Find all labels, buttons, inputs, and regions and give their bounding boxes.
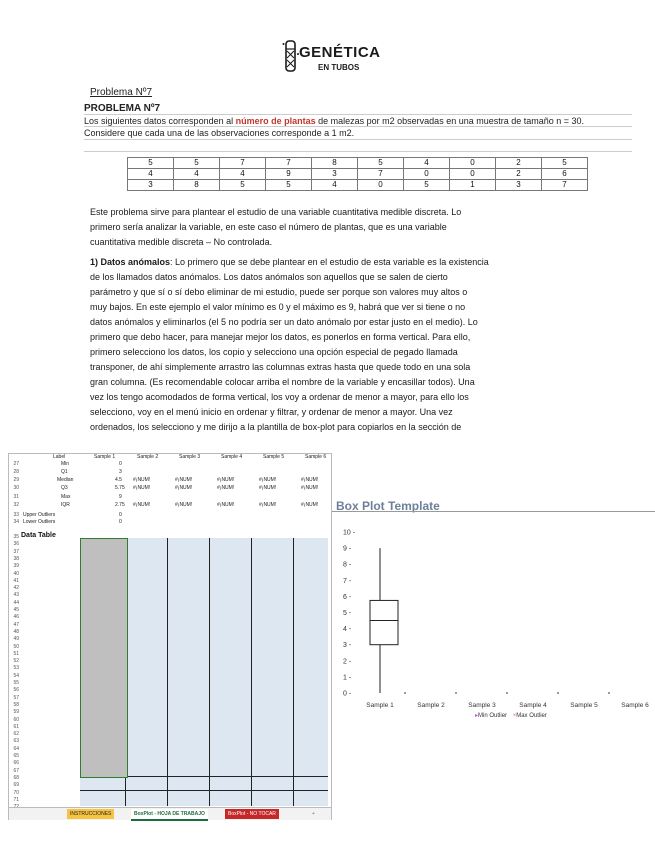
stat-label[interactable]: Upper Outliers	[23, 512, 56, 518]
error-cell[interactable]: #¡NUM!	[175, 477, 193, 483]
divider	[332, 511, 655, 512]
box-iqr	[370, 600, 398, 644]
error-cell[interactable]: #¡NUM!	[301, 485, 319, 491]
row-number: 37	[13, 548, 19, 555]
table-cell: 3	[128, 180, 174, 191]
error-cell[interactable]: #¡NUM!	[175, 485, 193, 491]
legend-min-label: Min Outlier	[478, 713, 508, 719]
stat-label[interactable]: Max	[61, 494, 71, 500]
row-number: 38	[13, 555, 19, 562]
grid-line	[209, 538, 210, 806]
problem-heading: Problema Nº7	[90, 87, 153, 98]
header-cell[interactable]: Sample 5	[263, 454, 285, 460]
add-sheet-button[interactable]: +	[312, 811, 315, 817]
stat-label[interactable]: Lower Outliers	[23, 519, 56, 525]
row-number: 31	[13, 494, 19, 500]
row-number: 48	[13, 628, 19, 635]
row-number: 69	[13, 782, 19, 789]
logo-subtitle: EN TUBOS	[318, 63, 360, 72]
logo-title: GENÉTICA	[299, 44, 381, 61]
zero-marker	[455, 692, 457, 694]
table-cell: 2	[496, 158, 542, 169]
table-cell: 3	[312, 169, 358, 180]
zero-marker	[608, 692, 610, 694]
problem-statement-line: Los siguientes datos corresponden al número de plantas de malezas por m2 observadas en una muestra de tamaño n = 30.	[84, 116, 585, 126]
divider	[84, 126, 632, 127]
error-cell[interactable]: #¡NUM!	[175, 502, 193, 508]
table-cell: 5	[358, 158, 404, 169]
table-cell: 9	[266, 169, 312, 180]
data-table	[127, 157, 588, 191]
row-number: 43	[13, 592, 19, 599]
grid-line	[251, 538, 252, 806]
spreadsheet	[8, 453, 332, 820]
row-number: 30	[13, 485, 19, 491]
row-number: 49	[13, 636, 19, 643]
row-number: 33	[13, 512, 19, 518]
problem-title: PROBLEMA Nº7	[84, 103, 161, 114]
table-cell: 5	[266, 180, 312, 191]
stat-value[interactable]: 2.75	[115, 502, 125, 508]
stat-label[interactable]: Min	[61, 461, 70, 467]
row-number: 45	[13, 607, 19, 613]
table-cell: 5	[542, 158, 588, 169]
row-number: 51	[13, 650, 19, 657]
row-number: 40	[13, 570, 19, 577]
error-cell[interactable]: #¡NUM!	[133, 502, 151, 508]
stat-label[interactable]: Q3	[61, 485, 68, 491]
divider	[84, 114, 632, 115]
row-number: 65	[13, 753, 19, 759]
error-cell[interactable]: #¡NUM!	[217, 477, 235, 483]
error-cell[interactable]: #¡NUM!	[259, 485, 277, 491]
table-row	[128, 169, 588, 180]
x-category-label: Sample 2	[417, 702, 445, 709]
row-number: 36	[13, 541, 19, 548]
intro-paragraph: Este problema sirve para plantear el estudio de una variable cuantitativa medible discreta. Lo primero sería analizar la variable, en este caso el número de plantas, que es una variable cuantitativa medible discreta – No controlada.	[90, 207, 462, 247]
error-cell[interactable]: #¡NUM!	[259, 477, 277, 483]
table-cell: 7	[220, 158, 266, 169]
table-cell: 6	[542, 169, 588, 180]
selected-range[interactable]	[80, 538, 128, 778]
error-cell[interactable]: #¡NUM!	[217, 502, 235, 508]
row-number: 63	[13, 738, 19, 745]
grid-line	[167, 538, 168, 806]
row-number: 68	[13, 774, 19, 781]
y-tick-label: 1 -	[343, 674, 352, 682]
grid-line	[80, 790, 328, 791]
stat-label[interactable]: Median	[57, 477, 74, 483]
stat-value[interactable]: 9	[119, 494, 122, 500]
chart-title: Box Plot Template	[336, 499, 440, 513]
y-tick-label: 10 -	[343, 529, 356, 537]
x-category-label: Sample 4	[519, 702, 547, 709]
y-tick-label: 7 -	[343, 577, 352, 585]
table-cell: 0	[450, 169, 496, 180]
row-number: 44	[13, 599, 19, 606]
row-number: 35	[13, 534, 19, 540]
table-cell: 8	[174, 180, 220, 191]
zero-marker	[557, 692, 559, 694]
table-cell: 7	[266, 158, 312, 169]
anomalous-data-paragraph: 1) Datos anómalos: Lo primero que se debe plantear en el estudio de esta variable es la existencia de los llamados datos anómalos. Los datos anómalos son aquellos que se salen de cierto parámetro y que sí o sí debo eliminar de mi estudio, puede ser porque son valores muy altos o muy bajos. En este ejemplo el valor mínimo es 0 y el máximo es 9, habrá que ver si tiene o no datos anómalos y eliminarlos (el 5 no podría ser un dato anómalo por estar justo en el medio). Lo primero que debo hacer, para manejar mejor los datos, es ponerlos en forma vertical. Para ello, primero selecciono los datos, los copio y selecciono una opción especial de pegado llamada transponer, de ahí simplemente arrastro las columnas extras hasta que quede todo en una sola gran columna. (Es recomendable colocar arriba el nombre de la variable y encasillar todos). Una vez los tengo acomodados de forma vertical, los voy a ordenar de menor a mayor, para ello los selecciono, voy en el menú inicio en ordenar y filtrar, y ordenar de menor a mayor. Una vez ordenados, los selecciono y me dirijo a la plantilla de box-plot para copiarlos en la sección de	[90, 257, 489, 432]
header-cell[interactable]: Label	[53, 454, 66, 460]
table-cell: 0	[450, 158, 496, 169]
stat-value[interactable]: 5.75	[115, 485, 125, 491]
table-cell: 5	[404, 180, 450, 191]
row-number: 47	[13, 621, 19, 628]
row-number: 62	[13, 731, 19, 738]
table-cell: 7	[358, 169, 404, 180]
table-row	[128, 158, 588, 169]
stat-value[interactable]: 0	[119, 519, 122, 525]
table-cell: 4	[128, 169, 174, 180]
row-number: 67	[13, 767, 19, 774]
stat-value[interactable]: 0	[119, 512, 122, 518]
table-cell: 0	[404, 169, 450, 180]
error-cell[interactable]: #¡NUM!	[301, 477, 319, 483]
section-label: 1) Datos anómalos	[90, 257, 171, 267]
header-cell[interactable]: Sample 2	[137, 454, 159, 460]
table-cell: 1	[450, 180, 496, 191]
zero-marker	[404, 692, 406, 694]
row-number: 58	[13, 701, 19, 708]
table-cell: 7	[542, 180, 588, 191]
row-number: 39	[13, 563, 19, 570]
error-cell[interactable]: #¡NUM!	[217, 485, 235, 491]
header-cell[interactable]: Sample 6	[305, 454, 327, 460]
error-cell[interactable]: #¡NUM!	[301, 502, 319, 508]
table-row	[128, 180, 588, 191]
x-category-label: Sample 5	[570, 702, 598, 709]
table-cell: 8	[312, 158, 358, 169]
row-number: 27	[13, 461, 19, 467]
y-tick-label: 5 -	[343, 610, 352, 617]
table-cell: 5	[174, 158, 220, 169]
error-cell[interactable]: #¡NUM!	[133, 485, 151, 491]
row-number: 52	[13, 658, 19, 665]
row-number: 59	[13, 709, 19, 716]
header-cell[interactable]: Sample 3	[179, 454, 201, 460]
row-number: 28	[13, 469, 19, 475]
test-tube-logo-icon	[282, 40, 300, 74]
row-number: 53	[13, 665, 19, 672]
y-tick-label: 3 -	[343, 642, 352, 650]
row-number: 41	[13, 577, 19, 584]
chart-legend	[475, 712, 547, 719]
table-cell: 3	[496, 180, 542, 191]
x-category-label: Sample 3	[468, 702, 496, 709]
table-cell: 5	[128, 158, 174, 169]
problem-statement-line: Considere que cada una de las observaciones corresponde a 1 m2.	[84, 128, 355, 138]
header-cell[interactable]: Sample 4	[221, 454, 243, 460]
row-number: 57	[13, 694, 19, 701]
error-cell[interactable]: #¡NUM!	[133, 477, 151, 483]
box-plot-chart	[340, 520, 655, 710]
table-cell: 0	[358, 180, 404, 191]
stat-value[interactable]: 3	[119, 469, 122, 475]
y-tick-label: 9 -	[343, 545, 352, 553]
row-number: 54	[13, 672, 19, 679]
row-number: 46	[13, 614, 19, 621]
table-cell: 4	[312, 180, 358, 191]
x-category-label: Sample 1	[366, 702, 394, 709]
header-cell[interactable]: Sample 1	[94, 454, 116, 460]
divider	[84, 151, 632, 152]
row-number: 60	[13, 716, 19, 723]
sheet-tabs	[9, 807, 331, 820]
row-number: 70	[13, 789, 19, 796]
table-cell: 4	[404, 158, 450, 169]
legend-max-label: Max Outlier	[516, 713, 547, 719]
tab-boxplot-no-tocar[interactable]: BoxPlot - NO TOCAR	[225, 809, 279, 819]
stat-label[interactable]: IQR	[61, 502, 70, 508]
row-number: 55	[13, 680, 19, 686]
stat-value[interactable]: 0	[119, 461, 122, 467]
y-tick-label: 0 -	[343, 690, 352, 698]
highlight-text: número de plantas	[235, 116, 316, 126]
y-tick-label: 6 -	[343, 593, 352, 601]
tab-instrucciones[interactable]: INSTRUCCIONES	[67, 809, 114, 819]
table-cell: 4	[220, 169, 266, 180]
zero-marker	[506, 692, 508, 694]
data-table-label[interactable]: Data Table	[21, 532, 56, 539]
table-cell: 4	[174, 169, 220, 180]
row-number: 71	[13, 796, 19, 803]
stat-label[interactable]: Q1	[61, 469, 68, 475]
grid-line	[293, 538, 294, 806]
row-number: 56	[13, 687, 19, 694]
tab-boxplot-hoja-de-trabajo[interactable]: BoxPlot - HOJA DE TRABAJO	[131, 809, 208, 821]
x-category-label: Sample 6	[621, 702, 649, 709]
max-outlier-marker-icon: ×	[512, 713, 517, 719]
row-number: 34	[13, 519, 19, 525]
y-tick-label: 2 -	[343, 658, 352, 666]
stat-value[interactable]: 4.5	[115, 477, 122, 483]
row-number: 32	[13, 502, 19, 508]
row-number: 29	[13, 477, 19, 483]
row-number: 50	[13, 643, 19, 650]
table-cell: 5	[220, 180, 266, 191]
divider	[84, 139, 632, 140]
row-number: 61	[13, 723, 19, 730]
min-outlier-marker-icon: ▸	[475, 713, 479, 719]
row-number: 66	[13, 760, 19, 767]
y-tick-label: 4 -	[343, 626, 352, 634]
table-cell: 2	[496, 169, 542, 180]
error-cell[interactable]: #¡NUM!	[259, 502, 277, 508]
y-tick-label: 8 -	[343, 561, 352, 569]
row-number: 42	[13, 585, 19, 592]
row-number: 64	[13, 745, 19, 752]
